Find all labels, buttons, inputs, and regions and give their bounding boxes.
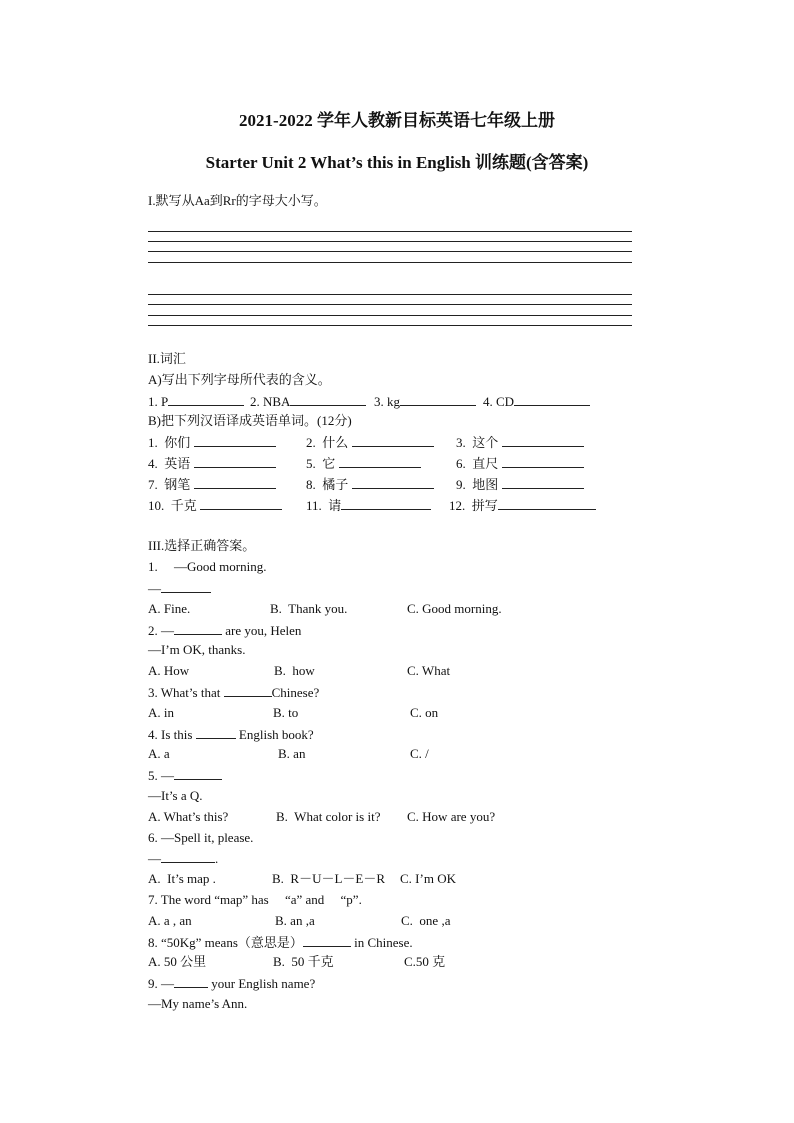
writing-line	[148, 315, 632, 316]
option-c[interactable]: C. How are you?	[407, 809, 496, 824]
part-b-item: 6. 直尺	[456, 455, 584, 472]
option-b[interactable]: B. R－U－L－E－R	[272, 871, 386, 886]
option-a[interactable]: A. Fine.	[148, 601, 191, 616]
option-a[interactable]: A. How	[148, 663, 190, 678]
part-b-item: 4. 英语	[148, 455, 276, 472]
option-a[interactable]: A. It’s map .	[148, 871, 216, 886]
part-b-item: 1. 你们	[148, 434, 276, 451]
option-a[interactable]: A. a , an	[148, 913, 192, 928]
section1-heading: I.默写从Aa到Rr的字母大小写。	[148, 193, 327, 208]
answer-blank[interactable]	[194, 476, 276, 489]
answer-blank[interactable]	[174, 622, 222, 635]
writing-line	[148, 304, 632, 305]
worksheet-subtitle: Starter Unit 2 What’s this in English 训练题(含答案)	[205, 153, 589, 172]
part-b-instruction: B)把下列汉语译成英语单词。(12分)	[148, 413, 352, 428]
section3-heading: III.选择正确答案。	[148, 538, 256, 553]
response-line: —My name’s Ann.	[148, 996, 248, 1011]
writing-line	[148, 294, 632, 295]
writing-line	[148, 231, 632, 232]
writing-line	[148, 262, 632, 263]
part-b-item: 12. 拼写	[449, 497, 596, 514]
answer-blank[interactable]	[196, 726, 236, 739]
part-b-item: 7. 钢笔	[148, 476, 276, 493]
answer-blank[interactable]	[352, 434, 434, 447]
answer-blank[interactable]	[194, 455, 276, 468]
answer-blank[interactable]	[400, 393, 476, 406]
question-6: 6. —Spell it, please.	[148, 830, 254, 845]
part-a-instruction: A)写出下列字母所代表的含义。	[148, 372, 331, 387]
option-a[interactable]: A. What’s this?	[148, 809, 229, 824]
answer-blank[interactable]	[174, 767, 222, 780]
option-c[interactable]: C. on	[410, 705, 439, 720]
option-b[interactable]: B. Thank you.	[270, 601, 348, 616]
answer-blank[interactable]	[498, 497, 596, 510]
answer-blank[interactable]	[341, 497, 431, 510]
part-b-item: 5. 它	[306, 455, 421, 472]
answer-blank[interactable]	[339, 455, 421, 468]
part-a-item: 4. CD	[483, 393, 590, 410]
part-b-item: 3. 这个	[456, 434, 584, 451]
response-line: —It’s a Q.	[148, 788, 203, 803]
part-b-item: 10. 千克	[148, 497, 282, 514]
option-b[interactable]: B. to	[273, 705, 299, 720]
section2-heading: II.词汇	[148, 351, 186, 366]
part-a-item: 1. P	[148, 393, 244, 410]
option-c[interactable]: C. Good morning.	[407, 601, 502, 616]
option-b[interactable]: B. an ,a	[275, 913, 315, 928]
option-a[interactable]: A. in	[148, 705, 174, 720]
option-b[interactable]: B. 50 千克	[273, 954, 334, 969]
question-7: 7. The word “map” has “a” and “p”.	[148, 892, 362, 907]
answer-blank[interactable]	[502, 455, 584, 468]
answer-blank[interactable]	[352, 476, 434, 489]
answer-line: — .	[148, 851, 219, 866]
answer-blank[interactable]	[514, 393, 590, 406]
answer-blank[interactable]	[200, 497, 282, 510]
question-9: 9. — your English name?	[148, 976, 316, 991]
answer-line: —	[148, 580, 211, 597]
option-a[interactable]: A. 50 公里	[148, 954, 207, 969]
option-b[interactable]: B. how	[274, 663, 315, 678]
answer-blank[interactable]	[194, 434, 276, 447]
option-b[interactable]: B. What color is it?	[276, 809, 381, 824]
part-a-item: 3. kg	[374, 393, 476, 410]
part-b-item: 9. 地图	[456, 476, 584, 493]
answer-blank[interactable]	[502, 434, 584, 447]
writing-line	[148, 251, 632, 252]
question-1: 1. —Good morning.	[148, 559, 267, 574]
part-b-item: 11. 请	[306, 497, 431, 514]
worksheet-title: 2021-2022 学年人教新目标英语七年级上册	[239, 111, 555, 130]
part-a-item: 2. NBA	[250, 393, 366, 410]
answer-blank[interactable]	[224, 684, 272, 697]
question-2: 2. — are you, Helen	[148, 623, 302, 638]
option-c[interactable]: C. /	[410, 746, 429, 761]
writing-line	[148, 325, 632, 326]
question-3: 3. What’s that Chinese?	[148, 685, 320, 700]
option-a[interactable]: A. a	[148, 746, 170, 761]
part-b-item: 8. 橘子	[306, 476, 434, 493]
option-c[interactable]: C. one ,a	[401, 913, 451, 928]
answer-blank[interactable]	[174, 975, 208, 988]
part-b-item: 2. 什么	[306, 434, 434, 451]
answer-blank[interactable]	[168, 393, 244, 406]
answer-blank[interactable]	[303, 934, 351, 947]
option-c[interactable]: C. I’m OK	[400, 871, 456, 886]
response-line: —I’m OK, thanks.	[148, 642, 246, 657]
answer-blank[interactable]	[290, 393, 366, 406]
option-b[interactable]: B. an	[278, 746, 306, 761]
question-8: 8. “50Kg” means（意思是） in Chinese.	[148, 935, 413, 950]
writing-line	[148, 241, 632, 242]
answer-blank[interactable]	[161, 850, 215, 863]
question-4: 4. Is this English book?	[148, 727, 314, 742]
option-c[interactable]: C. What	[407, 663, 451, 678]
option-c[interactable]: C.50 克	[404, 954, 446, 969]
answer-blank[interactable]	[502, 476, 584, 489]
question-5: 5. —	[148, 767, 222, 784]
answer-blank[interactable]	[161, 580, 211, 593]
